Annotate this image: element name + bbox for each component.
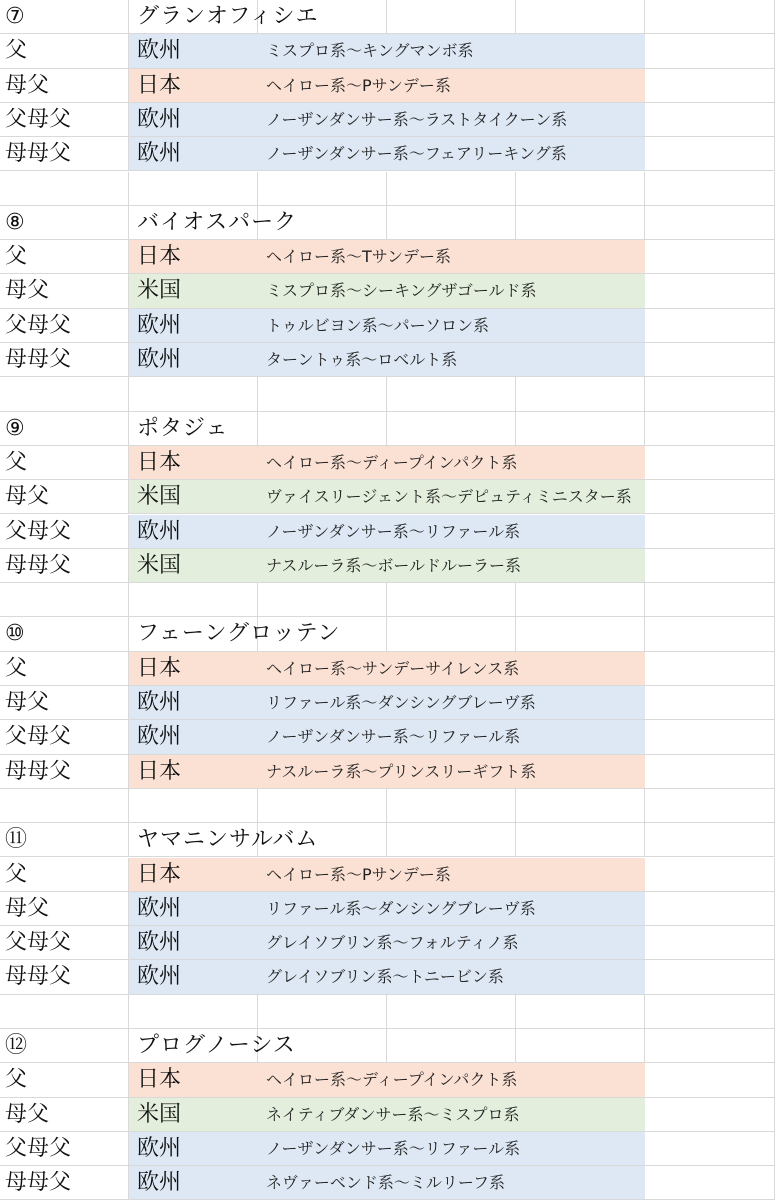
pedigree-row: [0, 34, 775, 68]
region-label: 米国: [137, 1101, 182, 1127]
horse-number: ⑩: [5, 621, 25, 647]
lineage-text: ミスプロ系～キングマンボ系: [266, 41, 474, 61]
grid-cell[interactable]: [645, 377, 775, 411]
spacer-row: [0, 377, 775, 411]
region-label: 欧州: [137, 106, 182, 132]
pedigree-role: 母母父: [5, 964, 72, 990]
grid-cell[interactable]: [645, 995, 775, 1029]
region-label: 欧州: [137, 724, 182, 750]
lineage-text: ノーザンダンサー系～リファール系: [266, 521, 521, 541]
pedigree-row: [0, 446, 775, 480]
horse-number: ⑧: [5, 209, 25, 235]
grid-cell[interactable]: [387, 995, 516, 1029]
grid-cell[interactable]: [258, 583, 387, 617]
lineage-text: ヘイロー系～Pサンデー系: [266, 75, 451, 95]
pedigree-role: 父: [5, 655, 28, 681]
pedigree-row: [0, 686, 775, 720]
horse-name: フェーングロッテン: [137, 621, 341, 647]
grid-cell[interactable]: [516, 789, 645, 823]
spacer-row: [0, 789, 775, 823]
horse-header-row: [0, 206, 775, 240]
grid-cell[interactable]: [645, 1063, 775, 1097]
grid-cell[interactable]: [645, 240, 775, 274]
lineage-text: リファール系～ダンシングブレーヴ系: [266, 898, 536, 918]
grid-cell[interactable]: [0, 995, 129, 1029]
lineage-text: ヘイロー系～サンデーサイレンス系: [266, 658, 520, 678]
grid-cell[interactable]: [516, 377, 645, 411]
region-label: 欧州: [137, 690, 182, 715]
grid-cell[interactable]: [387, 823, 516, 857]
grid-cell[interactable]: [387, 377, 516, 411]
pedigree-role: 母父: [5, 278, 50, 304]
region-label: 日本: [137, 449, 182, 475]
grid-cell[interactable]: [516, 617, 645, 651]
pedigree-row: [0, 858, 775, 892]
grid-cell[interactable]: [516, 583, 645, 617]
horse-name: グランオフィシエ: [137, 4, 319, 29]
grid-cell[interactable]: [645, 0, 775, 34]
pedigree-role: 母母父: [5, 552, 72, 578]
grid-cell[interactable]: [645, 617, 775, 651]
spacer-row: [0, 995, 775, 1029]
grid-cell[interactable]: [645, 858, 775, 892]
grid-cell[interactable]: [0, 172, 129, 206]
grid-cell[interactable]: [516, 995, 645, 1029]
grid-cell[interactable]: [645, 1098, 775, 1132]
lineage-text: ナスルーラ系～ボールドルーラー系: [266, 555, 522, 575]
pedigree-role: 母母父: [5, 141, 72, 167]
pedigree-row: [0, 274, 775, 308]
pedigree-role: 父: [5, 38, 28, 64]
grid-cell[interactable]: [645, 103, 775, 137]
grid-cell[interactable]: [516, 206, 645, 240]
grid-cell[interactable]: [645, 446, 775, 480]
grid-cell[interactable]: [129, 583, 258, 617]
pedigree-role: 父母父: [5, 930, 72, 956]
pedigree-role: 母父: [5, 484, 50, 510]
pedigree-row: [0, 652, 775, 686]
region-label: 欧州: [137, 312, 182, 338]
lineage-text: ミスプロ系～シーキングザゴールド系: [266, 281, 537, 301]
pedigree-role: 母父: [5, 72, 50, 98]
lineage-text: ネイティブダンサー系～ミスプロ系: [266, 1104, 520, 1124]
grid-cell[interactable]: [645, 274, 775, 308]
lineage-text: ノーザンダンサー系～ラストタイクーン系: [266, 109, 568, 129]
region-label: 欧州: [137, 1170, 182, 1196]
grid-cell[interactable]: [645, 480, 775, 514]
grid-cell[interactable]: [645, 755, 775, 789]
pedigree-role: 父母父: [5, 724, 72, 750]
pedigree-row: [0, 892, 775, 926]
grid-cell[interactable]: [645, 1166, 775, 1200]
grid-cell[interactable]: [129, 789, 258, 823]
grid-cell[interactable]: [258, 995, 387, 1029]
grid-cell[interactable]: [645, 960, 775, 994]
grid-cell[interactable]: [645, 206, 775, 240]
grid-cell[interactable]: [645, 892, 775, 926]
region-label: 欧州: [137, 895, 182, 921]
grid-cell[interactable]: [129, 172, 258, 206]
grid-cell[interactable]: [387, 412, 516, 446]
grid-cell[interactable]: [387, 583, 516, 617]
lineage-text: ヘイロー系～ディープインパクト系: [266, 452, 518, 472]
grid-cell[interactable]: [387, 206, 516, 240]
spacer-row: [0, 172, 775, 206]
horse-name: バイオスパーク: [137, 209, 298, 235]
pedigree-role: 父母父: [5, 1135, 72, 1161]
pedigree-role: 父母父: [5, 106, 72, 132]
grid-cell[interactable]: [645, 1132, 775, 1166]
horse-number: ⑨: [5, 415, 25, 441]
pedigree-role: 父: [5, 449, 28, 475]
grid-cell[interactable]: [645, 515, 775, 549]
region-label: 日本: [137, 861, 182, 887]
pedigree-role: 父: [5, 1067, 28, 1093]
grid-cell[interactable]: [129, 995, 258, 1029]
pedigree-row: [0, 1166, 775, 1200]
pedigree-row: [0, 960, 775, 994]
region-label: 欧州: [137, 964, 182, 990]
pedigree-role: 母母父: [5, 1170, 72, 1196]
horse-name: プログノーシス: [137, 1033, 296, 1058]
grid-cell[interactable]: [645, 686, 775, 720]
grid-cell[interactable]: [645, 34, 775, 68]
grid-cell[interactable]: [387, 789, 516, 823]
horse-header-row: [0, 1029, 775, 1063]
grid-cell[interactable]: [516, 172, 645, 206]
lineage-text: ヘイロー系～Pサンデー系: [266, 864, 451, 884]
pedigree-row: [0, 69, 775, 103]
lineage-text: リファール系～ダンシングブレーヴ系: [266, 693, 536, 712]
pedigree-row: [0, 1063, 775, 1097]
pedigree-role: 父母父: [5, 312, 72, 338]
pedigree-row: [0, 240, 775, 274]
pedigree-row: [0, 309, 775, 343]
grid-cell[interactable]: [0, 583, 129, 617]
grid-cell[interactable]: [645, 343, 775, 377]
horse-header-row: [0, 412, 775, 446]
region-label: 日本: [137, 1067, 182, 1093]
pedigree-row: [0, 103, 775, 137]
pedigree-row: [0, 343, 775, 377]
region-label: 米国: [137, 484, 182, 510]
pedigree-row: [0, 926, 775, 960]
grid-cell[interactable]: [645, 926, 775, 960]
region-label: 日本: [137, 72, 182, 98]
region-label: 欧州: [137, 347, 182, 372]
pedigree-row: [0, 549, 775, 583]
region-label: 日本: [137, 655, 182, 681]
grid-cell[interactable]: [645, 720, 775, 754]
horse-number: ⑫: [5, 1033, 28, 1058]
region-label: 日本: [137, 758, 182, 784]
horse-header-row: [0, 823, 775, 857]
grid-cell[interactable]: [258, 789, 387, 823]
grid-cell[interactable]: [387, 617, 516, 651]
horse-number: ⑦: [5, 4, 25, 29]
pedigree-row: [0, 1098, 775, 1132]
pedigree-role: 母父: [5, 895, 50, 921]
horse-header-row: [0, 0, 775, 34]
grid-cell[interactable]: [645, 652, 775, 686]
grid-cell[interactable]: [645, 549, 775, 583]
lineage-text: ノーザンダンサー系～リファール系: [266, 727, 521, 747]
grid-cell[interactable]: [516, 1029, 645, 1063]
grid-cell[interactable]: [645, 69, 775, 103]
lineage-text: ヘイロー系～Tサンデー系: [266, 247, 451, 267]
grid-cell[interactable]: [387, 172, 516, 206]
pedigree-row: [0, 755, 775, 789]
region-label: 欧州: [137, 1135, 182, 1161]
grid-cell[interactable]: [645, 823, 775, 857]
horse-number: ⑪: [5, 827, 28, 853]
pedigree-role: 父母父: [5, 518, 72, 544]
grid-cell[interactable]: [645, 172, 775, 206]
pedigree-row: [0, 720, 775, 754]
region-label: 欧州: [137, 930, 182, 956]
grid-cell[interactable]: [129, 377, 258, 411]
pedigree-role: 父: [5, 861, 28, 887]
grid-cell[interactable]: [387, 1029, 516, 1063]
grid-cell[interactable]: [258, 412, 387, 446]
grid-cell[interactable]: [645, 1029, 775, 1063]
pedigree-row: [0, 137, 775, 171]
spacer-row: [0, 583, 775, 617]
grid-cell[interactable]: [0, 789, 129, 823]
lineage-text: トゥルビヨン系～パーソロン系: [266, 315, 489, 335]
region-label: 米国: [137, 552, 182, 578]
pedigree-role: 父: [5, 244, 28, 270]
horse-name: ヤマニンサルバム: [137, 827, 319, 853]
pedigree-row: [0, 480, 775, 514]
region-label: 欧州: [137, 518, 182, 544]
region-label: 日本: [137, 244, 182, 270]
pedigree-role: 母父: [5, 1101, 50, 1127]
grid-cell[interactable]: [645, 583, 775, 617]
lineage-text: グレイソブリン系～フォルティノ系: [266, 933, 519, 953]
grid-cell[interactable]: [645, 309, 775, 343]
lineage-text: ノーザンダンサー系～フェアリーキング系: [266, 144, 567, 164]
region-label: 米国: [137, 278, 182, 304]
region-label: 欧州: [137, 141, 182, 167]
lineage-text: ヘイロー系～ディープインパクト系: [266, 1070, 518, 1090]
pedigree-row: [0, 515, 775, 549]
grid-cell[interactable]: [516, 412, 645, 446]
lineage-text: ヴァイスリージェント系～デピュティミニスター系: [266, 487, 632, 507]
lineage-text: ターントゥ系～ロベルト系: [266, 350, 458, 369]
pedigree-role: 母母父: [5, 347, 72, 372]
grid-cell[interactable]: [645, 137, 775, 171]
grid-cell[interactable]: [516, 823, 645, 857]
grid-cell[interactable]: [645, 412, 775, 446]
pedigree-role: 母母父: [5, 758, 72, 784]
grid-cell[interactable]: [0, 377, 129, 411]
pedigree-row: [0, 1132, 775, 1166]
horse-header-row: [0, 617, 775, 651]
grid-cell[interactable]: [645, 789, 775, 823]
lineage-text: グレイソブリン系～トニービン系: [266, 967, 504, 987]
region-label: 欧州: [137, 38, 182, 64]
grid-cell[interactable]: [516, 0, 645, 34]
lineage-text: ノーザンダンサー系～リファール系: [266, 1138, 521, 1158]
horse-name: ポタジェ: [137, 415, 229, 441]
grid-cell[interactable]: [387, 0, 516, 34]
lineage-text: ナスルーラ系～プリンスリーギフト系: [266, 761, 537, 781]
lineage-text: ネヴァーベンド系～ミルリーフ系: [266, 1173, 506, 1193]
grid-cell[interactable]: [258, 377, 387, 411]
grid-cell[interactable]: [258, 172, 387, 206]
pedigree-role: 母父: [5, 690, 50, 715]
